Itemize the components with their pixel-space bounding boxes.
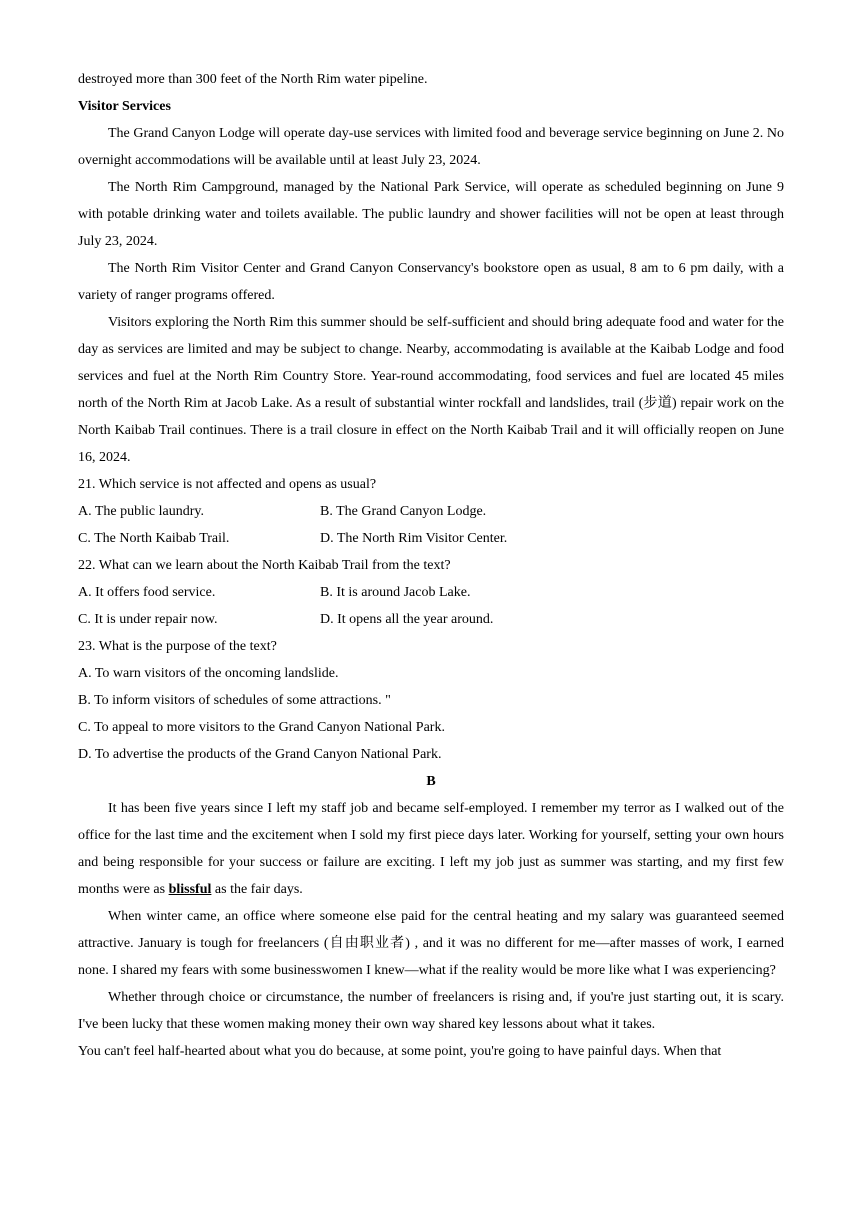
paragraph-visitor-center: The North Rim Visitor Center and Grand Canyon Conservancy's bookstore open as usual, 8 am to 6 pm daily, with a variety of ranger programs offered. (78, 261, 784, 303)
question-21-option-c: C. The North Kaibab Trail. (78, 531, 230, 546)
document-page (78, 66, 784, 1065)
question-22-option-d: D. It opens all the year around. (320, 612, 494, 627)
question-22-option-a: A. It offers food service. (78, 585, 216, 600)
question-21-options-row-2 (78, 525, 784, 552)
question-22-options-row-2 (78, 606, 784, 633)
intro-line: destroyed more than 300 feet of the North Rim water pipeline. (78, 72, 428, 87)
question-22-option-c: C. It is under repair now. (78, 612, 218, 627)
passage-b-paragraph-2: When winter came, an office where someone else paid for the central heating and my salary was guaranteed seemed attractive. January is tough for freelancers (自由职业者) , and it was no different for me—after masses of work, I earned none. I shared my fears with some businesswomen I knew—what if the reality would be more like what I was experiencing? (78, 909, 784, 978)
paragraph-campground: The North Rim Campground, managed by the National Park Service, will operate as scheduled beginning on June 9 with potable drinking water and toilets available. The public laundry and shower facilities will not be open at least through July 23, 2024. (78, 180, 784, 249)
paragraph-visitors-advice: Visitors exploring the North Rim this summer should be self-sufficient and should bring adequate food and water for the day as services are limited and may be subject to change. Nearby, accommodating is available at the Kaibab Lodge and food services and fuel at the North Rim Country Store. Year-round accommodating, food services and fuel are located 45 miles north of the North Rim at Jacob Lake. As a result of substantial winter rockfall and landslides, trail (步道) repair work on the North Kaibab Trail continues. There is a trail closure in effect on the North Kaibab Trail and it will officially reopen on June 16, 2024. (78, 315, 784, 465)
question-23-option-a: A. To warn visitors of the oncoming landslide. (78, 666, 339, 681)
keyword-blissful: blissful (168, 882, 212, 897)
question-23-option-b: B. To inform visitors of schedules of some attractions. " (78, 693, 391, 708)
passage-b-paragraph-4: You can't feel half-hearted about what you do because, at some point, you're going to have painful days. When that (78, 1044, 722, 1059)
p1-text-before: It has been five years since I left my staff job and became self-employed. I remember my terror as I walked out of the office for the last time and the excitement when I sold my first piece days later. Working for yourself, setting your own hours and being responsible for your success or failure are exciting. I left my job just as summer was starting, and my first few months were as (78, 801, 784, 897)
passage-b-paragraph-1 (78, 795, 784, 903)
paragraph-lodge: The Grand Canyon Lodge will operate day-use services with limited food and beverage service beginning on June 2. No overnight accommodations will be available until at least July 23, 2024. (78, 126, 784, 168)
passage-b-label: B (426, 774, 436, 789)
section-heading: Visitor Services (78, 99, 171, 114)
question-22-options-row-1 (78, 579, 784, 606)
question-21-option-a: A. The public laundry. (78, 504, 204, 519)
passage-b-paragraph-3: Whether through choice or circumstance, the number of freelancers is rising and, if you're just starting out, it is scary. I've been lucky that these women making money their own way shared key lessons about what it takes. (78, 990, 784, 1032)
question-23-stem: 23. What is the purpose of the text? (78, 639, 277, 654)
question-23-option-c: C. To appeal to more visitors to the Grand Canyon National Park. (78, 720, 445, 735)
question-21-stem: 21. Which service is not affected and opens as usual? (78, 477, 377, 492)
question-21-options-row-1 (78, 498, 784, 525)
question-22-stem: 22. What can we learn about the North Kaibab Trail from the text? (78, 558, 451, 573)
question-22-option-b: B. It is around Jacob Lake. (320, 585, 471, 600)
question-23-option-d: D. To advertise the products of the Grand Canyon National Park. (78, 747, 442, 762)
question-21-option-d: D. The North Rim Visitor Center. (320, 531, 508, 546)
question-21-option-b: B. The Grand Canyon Lodge. (320, 504, 487, 519)
p1-text-after: as the fair days. (211, 882, 303, 897)
